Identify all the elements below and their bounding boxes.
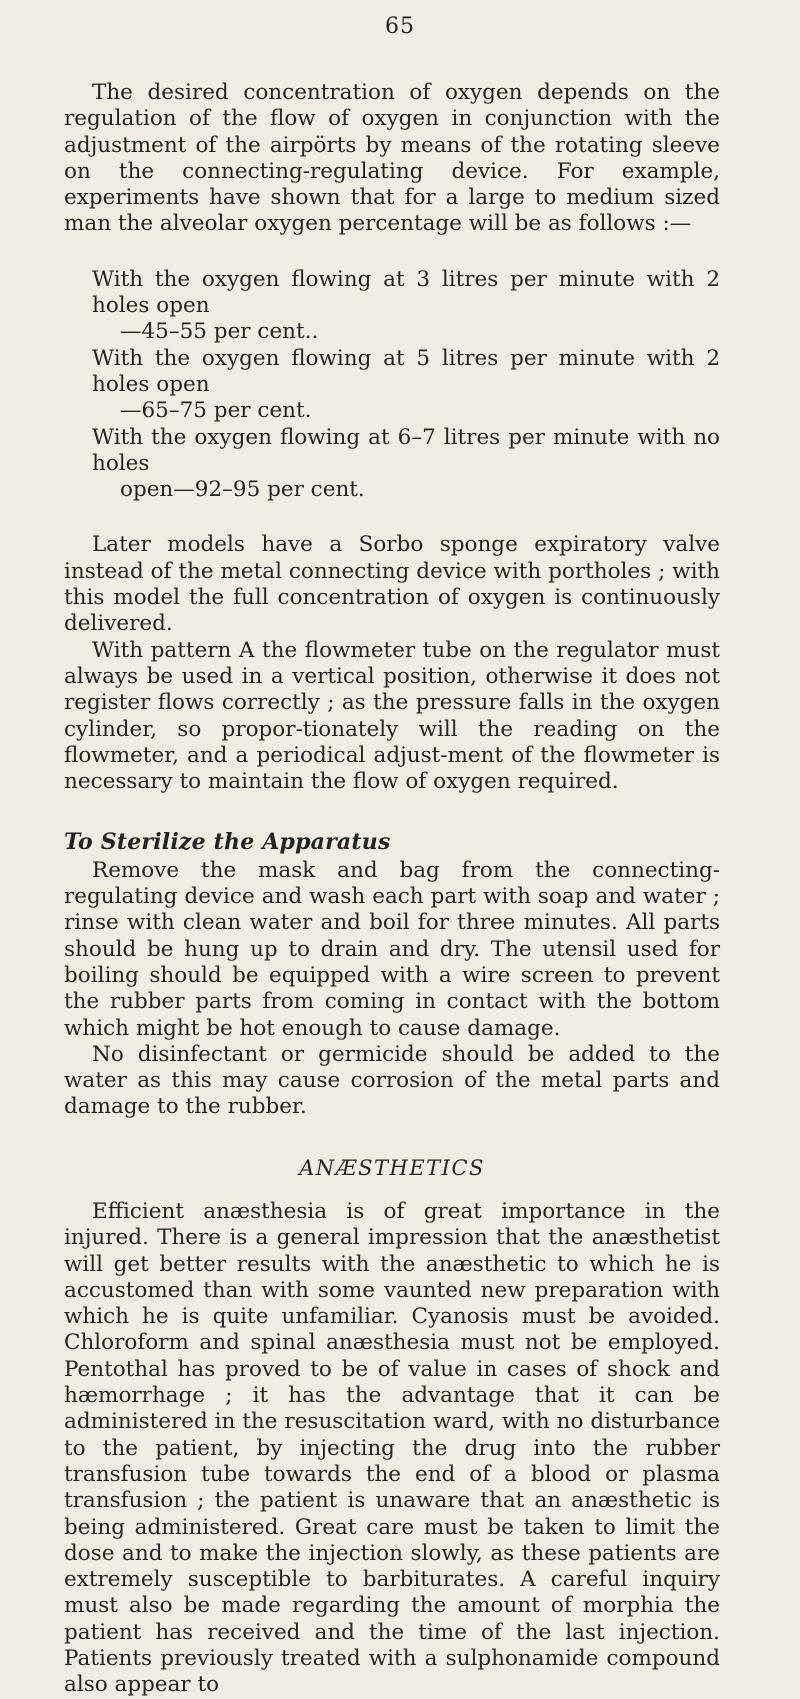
list-item	[64, 425, 720, 504]
sterilize-paragraph-1: Remove the mask and bag from the connecting-regulating device and wash each part with soap and water ; rinse with clean water and boil for three minutes. All parts should be hung up to drain and dry. The utensil used for boiling should be equipped with a wire screen to prevent the rubber parts from coming in contact with the bottom which might be hot enough to cause damage.	[64, 857, 720, 1041]
page-number: 65	[385, 14, 415, 39]
list-item-continuation: —65–75 per cent.	[120, 398, 312, 424]
pattern-a-paragraph: With pattern A the flowmeter tube on the regulator must always be used in a vertical position, otherwise it does not register flows correctly ; as the pressure falls in the oxygen cylinder, so propor-tionately will the reading on the flowmeter, and a periodical adjust-ment of the flowmeter is necessary to maintain the flow of oxygen required.	[64, 637, 720, 795]
oxygen-flow-list	[64, 267, 720, 504]
sterilize-section-title: To Sterilize the Apparatus	[64, 829, 391, 856]
list-item-line: With the oxygen flowing at 5 litres per minute with 2 holes open	[92, 345, 720, 397]
sterilize-paragraph-2: No disinfectant or germicide should be added to the water as this may cause corrosion of the metal parts and damage to the rubber.	[64, 1041, 720, 1120]
list-item	[64, 346, 720, 425]
page-body	[64, 80, 720, 1699]
intro-paragraph: The desired concentration of oxygen depends on the regulation of the flow of oxygen in conjunction with the adjustment of the airpörts by means of the rotating sleeve on the connecting-regulating device. For example, experiments have shown that for a large to medium sized man the alveolar oxygen percentage will be as follows :—	[64, 80, 720, 237]
list-item	[64, 267, 720, 346]
list-item-continuation: open—92–95 per cent.	[120, 477, 365, 503]
list-item-line: With the oxygen flowing at 3 litres per minute with 2 holes open	[92, 266, 720, 319]
later-models-paragraph: Later models have a Sorbo sponge expiratory valve instead of the metal connecting device with portholes ; with this model the full concentration of oxygen is continuously delivered.	[64, 532, 720, 637]
list-item-continuation: —45–55 per cent..	[120, 319, 319, 345]
anaesthetics-paragraph: Efficient anæsthesia is of great importance in the injured. There is a general impression that the anæsthetist will get better results with the anæsthetic to which he is accustomed than with some vaunted new preparation with which he is quite unfamiliar. Cyanosis must be avoided. Chloroform and spinal anæsthesia must not be employed. Pentothal has proved to be of value in cases of shock and hæmorrhage ; it has the advantage that it can be administered in the resuscitation ward, with no disturbance to the patient, by injecting the drug into the rubber transfusion tube towards the end of a blood or plasma transfusion ; the patient is unaware that an anæsthetic is being administered. Great care must be taken to limit the dose and to make the injection slowly, as these patients are extremely susceptible to barbiturates. A careful inquiry must also be made regarding the amount of morphia the patient has received and the time of the last injection. Patients previously treated with a sulphonamide compound also appear to	[64, 1198, 720, 1698]
anaesthetics-heading: ANÆSTHETICS	[299, 1155, 485, 1180]
list-item-line: With the oxygen flowing at 6–7 litres per minute with no holes	[92, 424, 720, 476]
